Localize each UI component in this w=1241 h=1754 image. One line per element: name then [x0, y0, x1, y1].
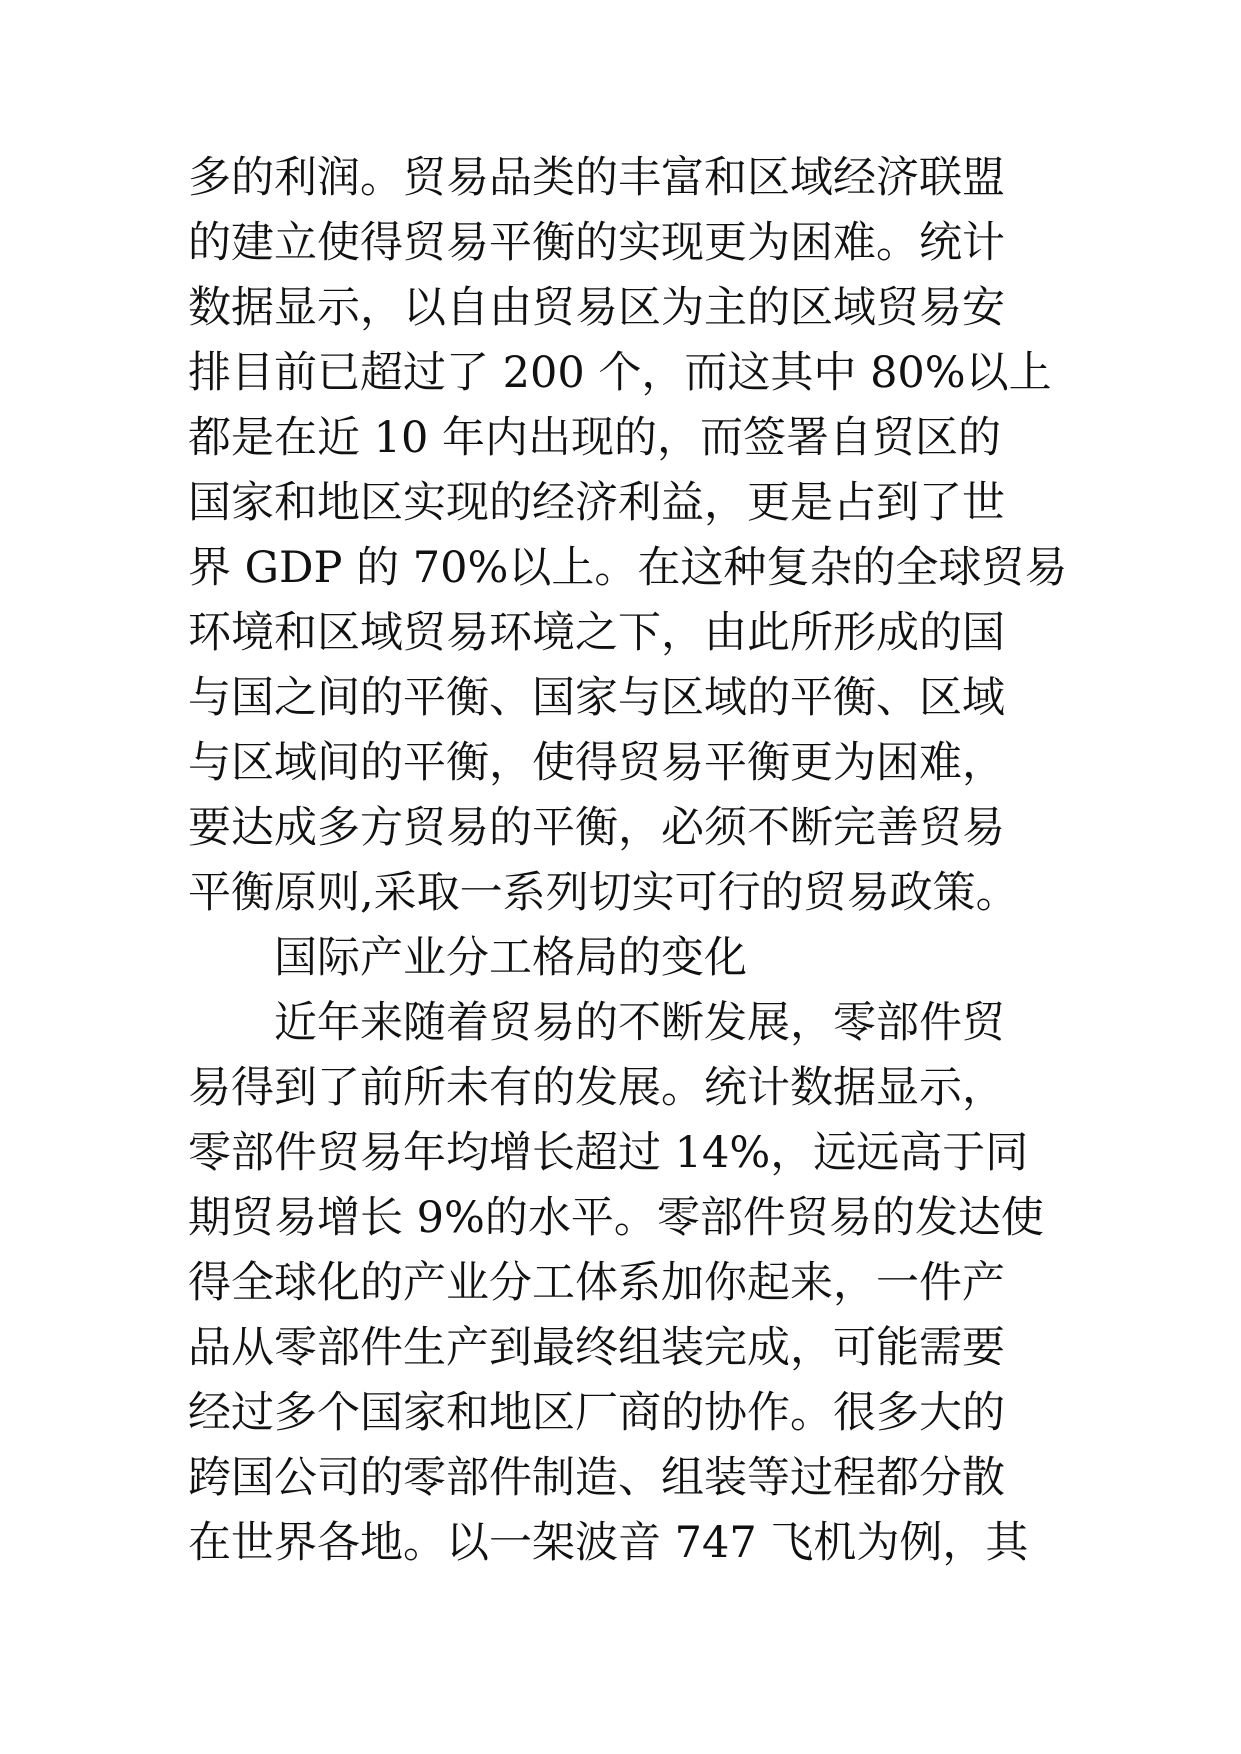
text-line: 界 GDP 的 70%以上。在这种复杂的全球贸易 — [188, 543, 1068, 593]
text-line: 排目前已超过了 200 个，而这其中 80%以上 — [188, 348, 1052, 398]
text-line: 品从零部件生产到最终组装完成，可能需要 — [188, 1323, 1005, 1373]
text-line: 国家和地区实现的经济利益，更是占到了世 — [188, 478, 1005, 528]
text-line: 都是在近 10 年内出现的，而签署自贸区的 — [188, 413, 1002, 463]
text-line: 易得到了前所未有的发展。统计数据显示， — [188, 1063, 1005, 1113]
text-line: 在世界各地。以一架波音 747 飞机为例，其 — [188, 1518, 1029, 1568]
text-line: 期贸易增长 9%的水平。零部件贸易的发达使 — [188, 1193, 1044, 1243]
text-line: 近年来随着贸易的不断发展，零部件贸 — [274, 998, 1005, 1048]
text-line: 要达成多方贸易的平衡，必须不断完善贸易 — [188, 803, 1005, 853]
text-line: 平衡原则,采取一系列切实可行的贸易政策。 — [188, 868, 1019, 918]
text-line: 跨国公司的零部件制造、组装等过程都分散 — [188, 1453, 1005, 1503]
text-line: 经过多个国家和地区厂商的协作。很多大的 — [188, 1388, 1005, 1438]
text-line: 与国之间的平衡、国家与区域的平衡、区域 — [188, 673, 1005, 723]
text-line: 环境和区域贸易环境之下，由此所形成的国 — [188, 608, 1005, 658]
section-heading: 国际产业分工格局的变化 — [274, 933, 747, 983]
text-line: 零部件贸易年均增长超过 14%，远远高于同 — [188, 1128, 1029, 1178]
text-line: 的建立使得贸易平衡的实现更为困难。统计 — [188, 218, 1005, 268]
text-line: 数据显示，以自由贸易区为主的区域贸易安 — [188, 283, 1005, 333]
text-line: 与区域间的平衡，使得贸易平衡更为困难， — [188, 738, 1005, 788]
text-line: 多的利润。贸易品类的丰富和区域经济联盟 — [188, 153, 1005, 203]
body-text — [188, 146, 1088, 1576]
text-line: 得全球化的产业分工体系加你起来，一件产 — [188, 1258, 1005, 1308]
paragraph-parts-trade — [188, 991, 1088, 1576]
paragraph-trade-balance — [188, 146, 1088, 926]
